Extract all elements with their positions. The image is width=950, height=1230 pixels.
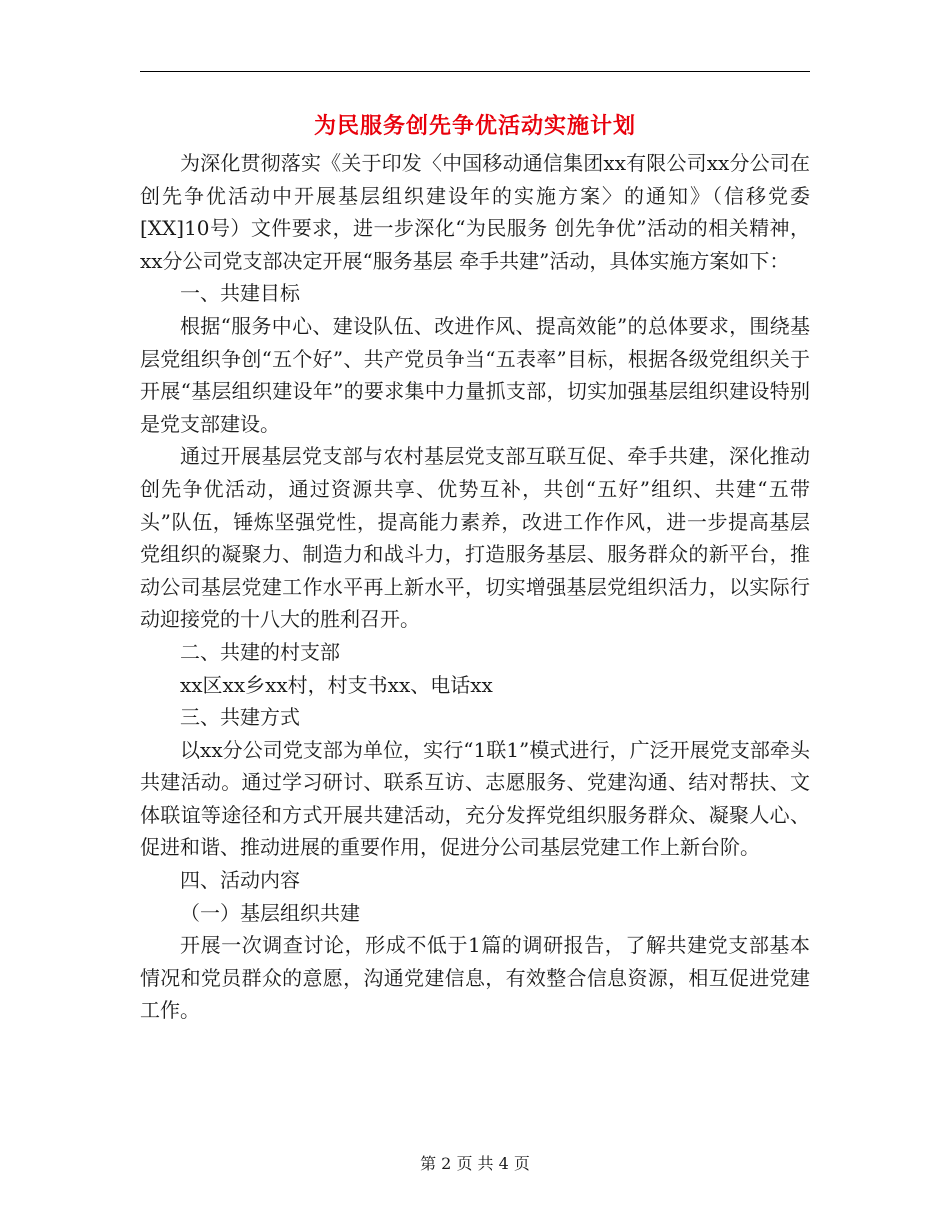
header-rule bbox=[140, 71, 810, 72]
paragraph-goal-2: 通过开展基层党支部与农村基层党支部互联互促、牵手共建，深化推动创先争优活动，通过资源共享、优势互补，共创“五好”组织、共建“五带头”队伍，锤炼坚强党性，提高能力素养，改进工作作风，进一步提高基层党组织的凝聚力、制造力和战斗力，打造服务基层、服务群众的新平台，推动公司基层党建工作水平再上新水平，切实增强基层党组织活力，以实际行动迎接党的十八大的胜利召开。 bbox=[140, 444, 810, 632]
paragraph-method: 以xx分公司党支部为单位，实行“1联1”模式进行，广泛开展党支部牵头共建活动。通过学习研讨、联系互访、志愿服务、党建沟通、结对帮扶、文体联谊等途径和方式开展共建活动，充分发挥党组织服务群众、凝聚人心、促进和谐、推动进展的重要作用，促进分公司基层党建工作上新台阶。 bbox=[140, 737, 810, 860]
paragraph-village-branch: xx区xx乡xx村，村支书xx、电话xx bbox=[180, 672, 493, 697]
page-number: 第 2 页 共 4 页 bbox=[420, 1154, 530, 1173]
paragraph-goal-1: 根据“服务中心、建设队伍、改进作风、提高效能”的总体要求，围绕基层党组织争创“五个好”、共产党员争当“五表率”目标，根据各级党组织关于开展“基层组织建设年”的要求集中力量抓支部，切实加强基层组织建设特别是党支部建设。 bbox=[140, 313, 810, 436]
document-title: 为民服务创先争优活动实施计划 bbox=[313, 113, 636, 139]
heading-goal: 一、共建目标 bbox=[180, 281, 300, 306]
paragraph-org-building: 开展一次调查讨论，形成不低于1篇的调研报告，了解共建党支部基本情况和党员群众的意愿，沟通党建信息，有效整合信息资源，相互促进党建工作。 bbox=[140, 933, 810, 1023]
paragraph-intro: 为深化贯彻落实《关于印发〈中国移动通信集团xx有限公司xx分公司在创先争优活动中开展基层组织建设年的实施方案〉的通知》（信移党委[XX]10号）文件要求，进一步深化“为民服务 创先争优”活动的相关精神，xx分公司党支部决定开展“服务基层 牵手共建”活动，具体实施方案如下： bbox=[140, 151, 810, 273]
heading-village-branch: 二、共建的村支部 bbox=[180, 639, 340, 664]
subheading-org-building: （一）基层组织共建 bbox=[180, 900, 360, 925]
heading-method: 三、共建方式 bbox=[180, 705, 300, 730]
heading-activities: 四、活动内容 bbox=[180, 868, 300, 893]
document-body bbox=[140, 147, 810, 1027]
